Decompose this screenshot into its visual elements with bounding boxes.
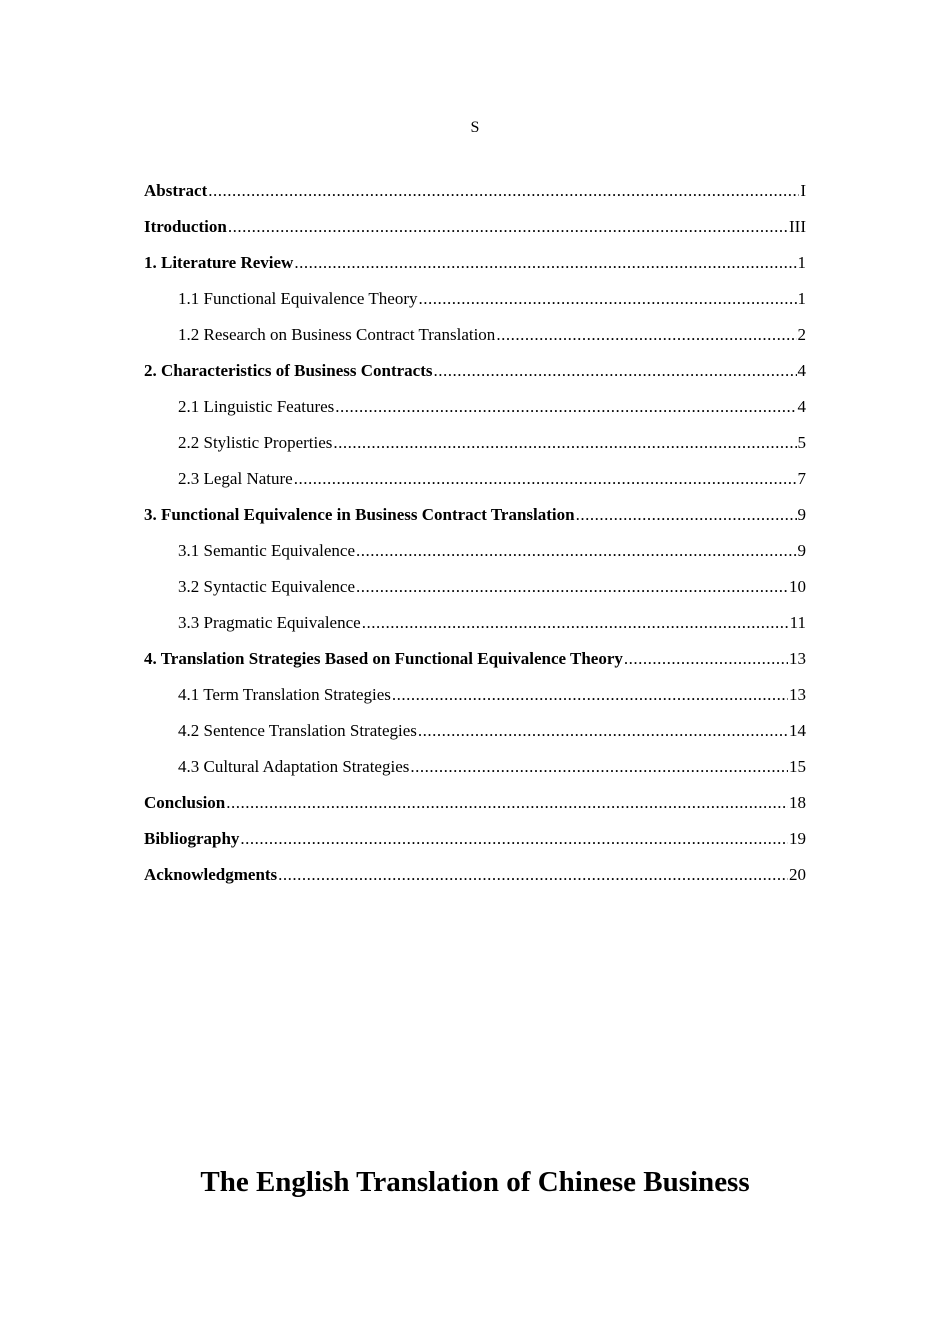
toc-dot-leader bbox=[356, 540, 796, 562]
toc-entry-conclusion[interactable] bbox=[144, 792, 806, 828]
toc-dot-leader bbox=[362, 612, 789, 634]
toc-entry-page: I bbox=[800, 181, 806, 200]
toc-entry-title: 1.2 Research on Business Contract Translation bbox=[178, 325, 496, 344]
toc-entry-page: 1 bbox=[797, 289, 806, 308]
toc-dot-leader bbox=[576, 504, 797, 526]
toc-entry-sentence-translation[interactable] bbox=[144, 720, 806, 756]
toc-entry-linguistic-features[interactable] bbox=[144, 396, 806, 432]
toc-entry-page: III bbox=[789, 217, 806, 236]
toc-entry-page: 5 bbox=[797, 433, 806, 452]
toc-dot-leader bbox=[496, 324, 796, 346]
toc-entry-functional-equivalence-translation[interactable] bbox=[144, 504, 806, 540]
toc-entry-literature-review[interactable] bbox=[144, 252, 806, 288]
toc-entry-page: 1 bbox=[797, 253, 806, 272]
toc-entry-term-translation[interactable] bbox=[144, 684, 806, 720]
toc-entry-title: 3.1 Semantic Equivalence bbox=[178, 541, 356, 560]
toc-entry-title: 1.1 Functional Equivalence Theory bbox=[178, 289, 418, 308]
toc-dot-leader bbox=[624, 648, 788, 670]
toc-entry-cultural-adaptation[interactable] bbox=[144, 756, 806, 792]
table-of-contents bbox=[144, 180, 806, 900]
toc-entry-title: Bibliography bbox=[144, 829, 240, 848]
toc-entry-page: 13 bbox=[789, 649, 806, 668]
toc-entry-page: 4 bbox=[797, 397, 806, 416]
toc-entry-abstract[interactable] bbox=[144, 180, 806, 216]
toc-entry-title: 4.3 Cultural Adaptation Strategies bbox=[178, 757, 410, 776]
toc-entry-page: 4 bbox=[797, 361, 806, 380]
toc-dot-leader bbox=[228, 216, 788, 238]
toc-dot-leader bbox=[434, 360, 797, 382]
toc-dot-leader bbox=[333, 432, 796, 454]
toc-entry-title: 4.2 Sentence Translation Strategies bbox=[178, 721, 417, 740]
toc-entry-page: 11 bbox=[789, 613, 806, 632]
toc-entry-title: Acknowledgments bbox=[144, 865, 278, 884]
toc-entry-title: 3.2 Syntactic Equivalence bbox=[178, 577, 356, 596]
document-title: The English Translation of Chinese Business bbox=[200, 1166, 750, 1198]
toc-dot-leader bbox=[418, 720, 788, 742]
toc-entry-title: 2.1 Linguistic Features bbox=[178, 397, 335, 416]
toc-dot-leader bbox=[392, 684, 788, 706]
toc-dot-leader bbox=[226, 792, 788, 814]
toc-entry-title: 2.3 Legal Nature bbox=[178, 469, 293, 488]
toc-entry-title: 4.1 Term Translation Strategies bbox=[178, 685, 391, 704]
toc-entry-syntactic-equivalence[interactable] bbox=[144, 576, 806, 612]
toc-entry-page: 20 bbox=[789, 865, 806, 884]
toc-entry-legal-nature[interactable] bbox=[144, 468, 806, 504]
toc-entry-page: 14 bbox=[789, 721, 806, 740]
toc-entry-page: 7 bbox=[797, 469, 806, 488]
toc-dot-leader bbox=[356, 576, 788, 598]
toc-entry-title: 1. Literature Review bbox=[144, 253, 294, 272]
toc-entry-research-business-contract[interactable] bbox=[144, 324, 806, 360]
toc-entry-title: 3.3 Pragmatic Equivalence bbox=[178, 613, 361, 632]
toc-entry-semantic-equivalence[interactable] bbox=[144, 540, 806, 576]
toc-entry-page: 9 bbox=[797, 541, 806, 560]
toc-entry-page: 19 bbox=[789, 829, 806, 848]
toc-entry-title: 2.2 Stylistic Properties bbox=[178, 433, 333, 452]
toc-entry-characteristics[interactable] bbox=[144, 360, 806, 396]
toc-entry-introduction[interactable] bbox=[144, 216, 806, 252]
toc-entry-acknowledgments[interactable] bbox=[144, 864, 806, 900]
toc-entry-title: 4. Translation Strategies Based on Functional Equivalence Theory bbox=[144, 649, 623, 668]
page-header: S bbox=[470, 119, 480, 136]
toc-entry-page: 2 bbox=[797, 325, 806, 344]
toc-dot-leader bbox=[294, 468, 797, 490]
toc-entry-title: 2. Characteristics of Business Contracts bbox=[144, 361, 433, 380]
toc-entry-page: 13 bbox=[789, 685, 806, 704]
toc-dot-leader bbox=[335, 396, 796, 418]
toc-entry-functional-equivalence-theory[interactable] bbox=[144, 288, 806, 324]
toc-entry-translation-strategies[interactable] bbox=[144, 648, 806, 684]
toc-entry-page: 9 bbox=[797, 505, 806, 524]
toc-dot-leader bbox=[419, 288, 797, 310]
toc-entry-title: 3. Functional Equivalence in Business Contract Translation bbox=[144, 505, 575, 524]
toc-entry-bibliography[interactable] bbox=[144, 828, 806, 864]
toc-entry-pragmatic-equivalence[interactable] bbox=[144, 612, 806, 648]
toc-entry-title: Abstract bbox=[144, 181, 208, 200]
toc-entry-page: 18 bbox=[789, 793, 806, 812]
toc-dot-leader bbox=[294, 252, 796, 274]
toc-entry-title: Itroduction bbox=[144, 217, 227, 236]
toc-dot-leader bbox=[208, 180, 799, 202]
toc-dot-leader bbox=[240, 828, 788, 850]
toc-entry-title: Conclusion bbox=[144, 793, 226, 812]
toc-entry-stylistic-properties[interactable] bbox=[144, 432, 806, 468]
toc-dot-leader bbox=[410, 756, 788, 778]
toc-entry-page: 10 bbox=[789, 577, 806, 596]
toc-entry-page: 15 bbox=[789, 757, 806, 776]
toc-dot-leader bbox=[278, 864, 788, 886]
